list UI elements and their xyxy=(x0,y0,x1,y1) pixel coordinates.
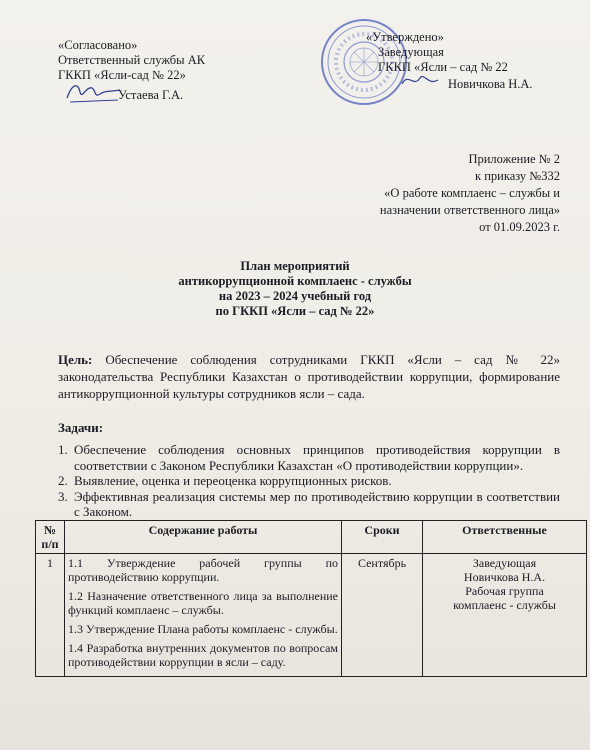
header-responsible: Ответственные xyxy=(423,521,587,554)
title-line-4: по ГККП «Ясли – сад № 22» xyxy=(215,304,375,318)
content-item: 1.4 Разработка внутренних документов по вопросам противодействии коррупции в ясли – саду. xyxy=(68,641,338,669)
approved-heading: «Утверждено» xyxy=(366,30,444,44)
row-responsible xyxy=(423,554,587,677)
task-number: 1. xyxy=(58,442,68,457)
goal-label: Цель: xyxy=(58,352,93,367)
approved-name: Новичкова Н.А. xyxy=(448,77,533,91)
header-content: Содержание работы xyxy=(65,521,342,554)
title-line-3: на 2023 – 2024 учебный год xyxy=(218,289,372,303)
content-item: 1.1 Утверждение рабочей группы по противодействию коррупции. xyxy=(68,556,338,584)
responsible-line: Заведующая xyxy=(472,556,537,570)
list-item xyxy=(58,442,560,473)
goal-text: Обеспечение соблюдения сотрудниками ГККП «Ясли – сад № 22» законодательства Республики Казахстан о противодействии коррупции, формирование антикоррупционной культуры сотрудников ясли – сада. xyxy=(58,352,560,401)
row-number: 1 xyxy=(36,554,65,677)
annex-block xyxy=(380,151,560,236)
agreed-line-2: ГККП «Ясли-сад № 22» xyxy=(58,68,186,82)
annex-line-4: назначении ответственного лица» xyxy=(379,203,560,217)
signature-icon xyxy=(64,78,124,108)
list-item xyxy=(58,489,560,520)
title-line-1: План мероприятий xyxy=(240,259,350,273)
content-item: 1.2 Назначение ответственного лица за выполнение функций комплаенс – службы. xyxy=(68,589,338,617)
responsible-line: Новичкова Н.А. xyxy=(463,570,546,584)
plan-title xyxy=(0,259,590,319)
task-text: Эффективная реализация системы мер по противодействию коррупции в соответствии с Законом. xyxy=(74,488,560,519)
agreed-line-1: Ответственный службы АК xyxy=(58,53,206,67)
table-row xyxy=(36,554,587,677)
content-item: 1.3 Утверждение Плана работы комплаенс - службы. xyxy=(68,622,338,636)
header-no: № п/п xyxy=(36,521,65,554)
approved-line-1: Заведующая xyxy=(378,45,444,59)
agreed-heading: «Согласовано» xyxy=(58,38,138,52)
responsible-line: Рабочая группа xyxy=(465,584,544,598)
header-term: Сроки xyxy=(342,521,423,554)
approved-line-2: ГККП «Ясли – сад № 22 xyxy=(378,60,508,74)
agreed-block xyxy=(58,38,205,83)
title-line-2: антикоррупционной комплаенс - службы xyxy=(178,274,412,288)
tasks-heading: Задачи: xyxy=(58,420,104,435)
row-term: Сентябрь xyxy=(342,554,423,677)
task-text: Выявление, оценка и переоценка коррупционных рисков. xyxy=(74,473,392,488)
annex-line-1: Приложение № 2 xyxy=(468,152,560,166)
task-number: 2. xyxy=(58,473,68,488)
table-header-row xyxy=(36,521,587,554)
list-item xyxy=(58,473,560,489)
tasks-list xyxy=(58,442,560,520)
responsible-line: комплаенс - службы xyxy=(453,598,556,612)
plan-table xyxy=(35,520,587,677)
goal-paragraph xyxy=(58,351,560,402)
annex-line-5: от 01.09.2023 г. xyxy=(479,220,560,234)
task-text: Обеспечение соблюдения основных принципов противодействия коррупции в соответствии с Законом Республики Казахстан «О противодействии коррупции». xyxy=(74,442,560,473)
approval-signature-icon xyxy=(400,68,440,92)
annex-line-3: «О работе комплаенс – службы и xyxy=(384,186,560,200)
agreed-name: Устаева Г.А. xyxy=(118,88,184,102)
row-content xyxy=(65,554,342,677)
task-number: 3. xyxy=(58,488,68,504)
annex-line-2: к приказу №332 xyxy=(475,169,560,183)
